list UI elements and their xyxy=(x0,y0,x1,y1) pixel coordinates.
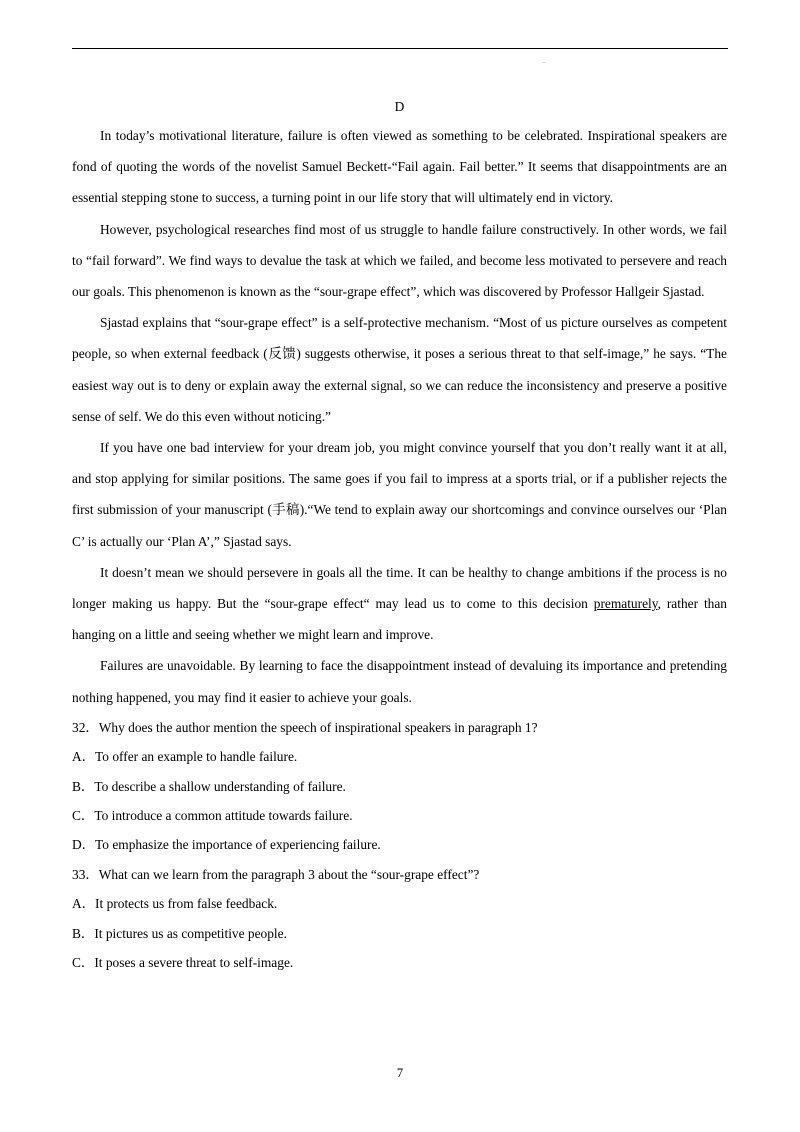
question-option: B．It pictures us as competitive people. xyxy=(72,925,287,941)
question-32 xyxy=(72,713,727,860)
question-option: A．It protects us from false feedback. xyxy=(72,896,278,912)
question-33 xyxy=(72,860,727,978)
document-body xyxy=(72,96,727,978)
paragraph-5-before: It doesn’t mean we should persevere in goals all the time. It can be healthy to change ambitions if the process is no longer making us happy. But the “sour-grape effect“ may lead us to come to this decision xyxy=(72,564,727,612)
paragraph-6: Failures are unavoidable. By learning to face the disappointment instead of devaluing its importance and pretending nothing happened, you may find it easier to achieve your goals. xyxy=(72,658,727,705)
paragraph-5 xyxy=(72,557,727,651)
underlined-word: prematurely xyxy=(593,596,658,612)
header-rule xyxy=(72,48,728,49)
question-stem: 33．What can we learn from the paragraph 3 about the “sour-grape effect”? xyxy=(72,866,480,882)
paragraph-2: However, psychological researches find most of us struggle to handle failure constructively. In other words, we fail to “fail forward”. We find ways to devalue the task at which we failed, and become less motivated to persevere and reach our goals. This phenomenon is known as the “sour-grape effect”, which was discovered by Professor Hallgeir Sjastad. xyxy=(72,221,727,300)
paragraph-3: Sjastad explains that “sour-grape effect” is a self-protective mechanism. “Most of us picture ourselves as competent people, so when external feedback (反馈) suggests otherwise, it poses a serious threat to that self-image,” he says. “The easiest way out is to deny or explain away the external signal, so we can reduce the inconsistency and preserve a positive sense of self. We do this even without noticing.” xyxy=(72,315,727,424)
paragraph-5-after: , rather than hanging on a little and seeing whether we might learn and improve. xyxy=(72,596,727,643)
paragraph-4: If you have one bad interview for your dream job, you might convince yourself that you don’t really want it at all, and stop applying for similar positions. The same goes if you fail to impress at a sports trial, or if a publisher rejects the first submission of your manuscript (手稿).“We tend to explain away our shortcomings and convince ourselves our ‘Plan C’ is actually our ‘Plan A’,” Sjastad says. xyxy=(72,440,727,549)
question-option: C．It poses a severe threat to self-image. xyxy=(72,955,294,971)
question-option: D．To emphasize the importance of experiencing failure. xyxy=(72,837,381,853)
question-option: C．To introduce a common attitude towards failure. xyxy=(72,808,353,824)
section-title: D xyxy=(394,99,405,114)
question-option: B．To describe a shallow understanding of failure. xyxy=(72,778,346,794)
paragraph-1: In today’s motivational literature, failure is often viewed as something to be celebrated. Inspirational speakers are fond of quoting the words of the novelist Samuel Beckett-“Fail again. Fail better.” It seems that disappointments are an essential stepping stone to success, a turning point in our life story that will ultimately end in victory. xyxy=(72,128,727,206)
question-option: A．To offer an example to handle failure. xyxy=(72,749,298,765)
page-number: 7 xyxy=(396,1066,404,1080)
header-mark: . xyxy=(543,56,545,65)
question-stem: 32．Why does the author mention the speech of inspirational speakers in paragraph 1? xyxy=(72,719,538,735)
